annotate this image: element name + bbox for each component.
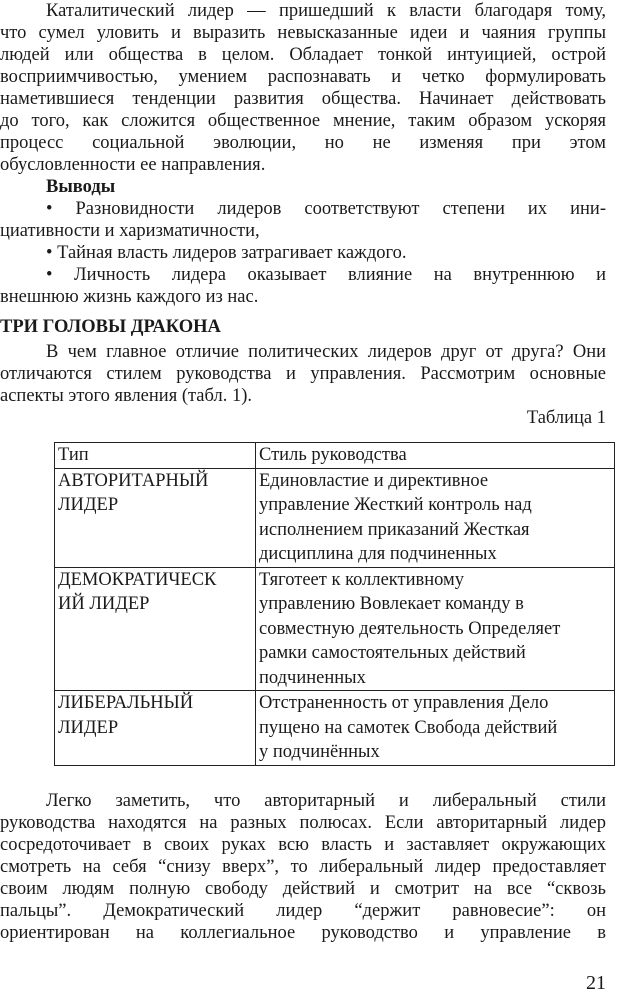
type-cell-line: ЛИДЕР [58,717,119,738]
paragraph3-line: смотреть на себя “снизу вверх”, то либеральный лидер предоставляет [0,857,606,877]
style-cell-line: рамки самостоятельных действий [259,643,526,663]
conclusions-heading: Выводы [46,177,116,197]
table-row [55,567,615,691]
style-cell-line: совместную деятельность Определяет [259,618,561,639]
conclusion-line: циативности и харизматичности, [0,221,260,241]
style-cell-line: Отстраненность от управления Дело [259,693,549,713]
style-cell-line: управлению Вовлекает команду в [259,594,524,614]
leader-styles-table [54,442,615,766]
table-header-row [55,443,615,469]
paragraph2-line: В чем главное отличие политических лидеров друг от друга? Они [46,342,606,362]
type-cell-line: АВТОРИТАРНЫЙ [58,470,209,491]
paragraph3-line: Легко заметить, что авторитарный и либеральный стили [46,791,606,811]
type-cell [55,691,256,766]
style-cell-line: управление Жесткий контроль над [259,495,532,515]
style-cell-line: подчиненных [259,667,366,688]
paragraph1-line: наметившиеся тенденции развития общества. Начинает действовать [0,89,606,109]
paragraph2-line: отличаются стилем руководства и управления. Рассмотрим основные [0,364,606,384]
style-cell-line: дисциплина для подчиненных [259,544,497,564]
type-cell-line: ДЕМОКРАТИЧЕСК [58,569,217,590]
header-type: Тип [55,443,256,469]
paragraph3-line: руководства находятся на разных полюсах. Если авторитарный лидер [0,813,606,833]
style-cell-line: исполнением приказаний Жесткая [259,519,530,540]
style-cell-line: Единовластие и директивное [259,470,489,491]
style-cell-line: Тяготеет к коллективному [259,569,465,590]
header-style: Стиль руководства [256,443,615,469]
conclusion-line: • Разновидности лидеров соответствуют степени их ини- [46,199,606,219]
paragraph3-line: своим людям полную свободу действий и смотрит на все “сквозь [0,879,606,899]
style-cell-line: у подчинённых [259,742,380,762]
style-cell [256,691,615,766]
paragraph1-line: до того, как сложится общественное мнение, таким образом ускоряя [0,111,606,131]
type-cell-line: ЛИБЕРАЛЬНЫЙ [58,693,194,713]
paragraph3-line: ориентирован на коллегиальное руководство и управление в [0,923,606,943]
type-cell [55,567,256,691]
paragraph1-line: что сумел уловить и выразить невысказанные идеи и чаяния группы [0,23,606,43]
table-row [55,468,615,567]
paragraph1-line: людей или общества в целом. Обладает тонкой интуицией, острой [0,45,606,65]
conclusion-line: внешнюю жизнь каждого из нас. [0,287,259,307]
table-row [55,691,615,766]
paragraph1-line: обусловленности ее направления. [0,155,266,175]
style-cell-line: пущено на самотек Свобода действий [259,717,558,738]
paragraph2-line: аспекты этого явления (табл. 1). [0,386,252,406]
style-cell [256,468,615,567]
style-cell [256,567,615,691]
paragraph1-line: Каталитический лидер — пришедший к власти благодаря тому, [46,1,606,21]
paragraph1-line: процесс социальной эволюции, но не изменяя при этом [0,133,606,153]
table-caption: Таблица 1 [526,408,606,428]
section-heading: ТРИ ГОЛОВЫ ДРАКОНА [0,317,221,337]
conclusion-line: • Тайная власть лидеров затрагивает каждого. [46,243,407,263]
type-cell-line: ЛИДЕР [58,495,119,515]
type-cell-line: ИЙ ЛИДЕР [58,594,150,614]
page-number: 21 [586,972,606,994]
type-cell [55,468,256,567]
paragraph3-line: пальцы”. Демократический лидер “держит равновесие”: он [0,901,606,921]
paragraph3-line: сосредоточивает в своих руках всю власть и заставляет окружающих [0,835,606,855]
paragraph1-line: восприимчивостью, умением распознавать и четко формулировать [0,67,606,87]
conclusion-line: • Личность лидера оказывает влияние на внутреннюю и [46,265,606,285]
